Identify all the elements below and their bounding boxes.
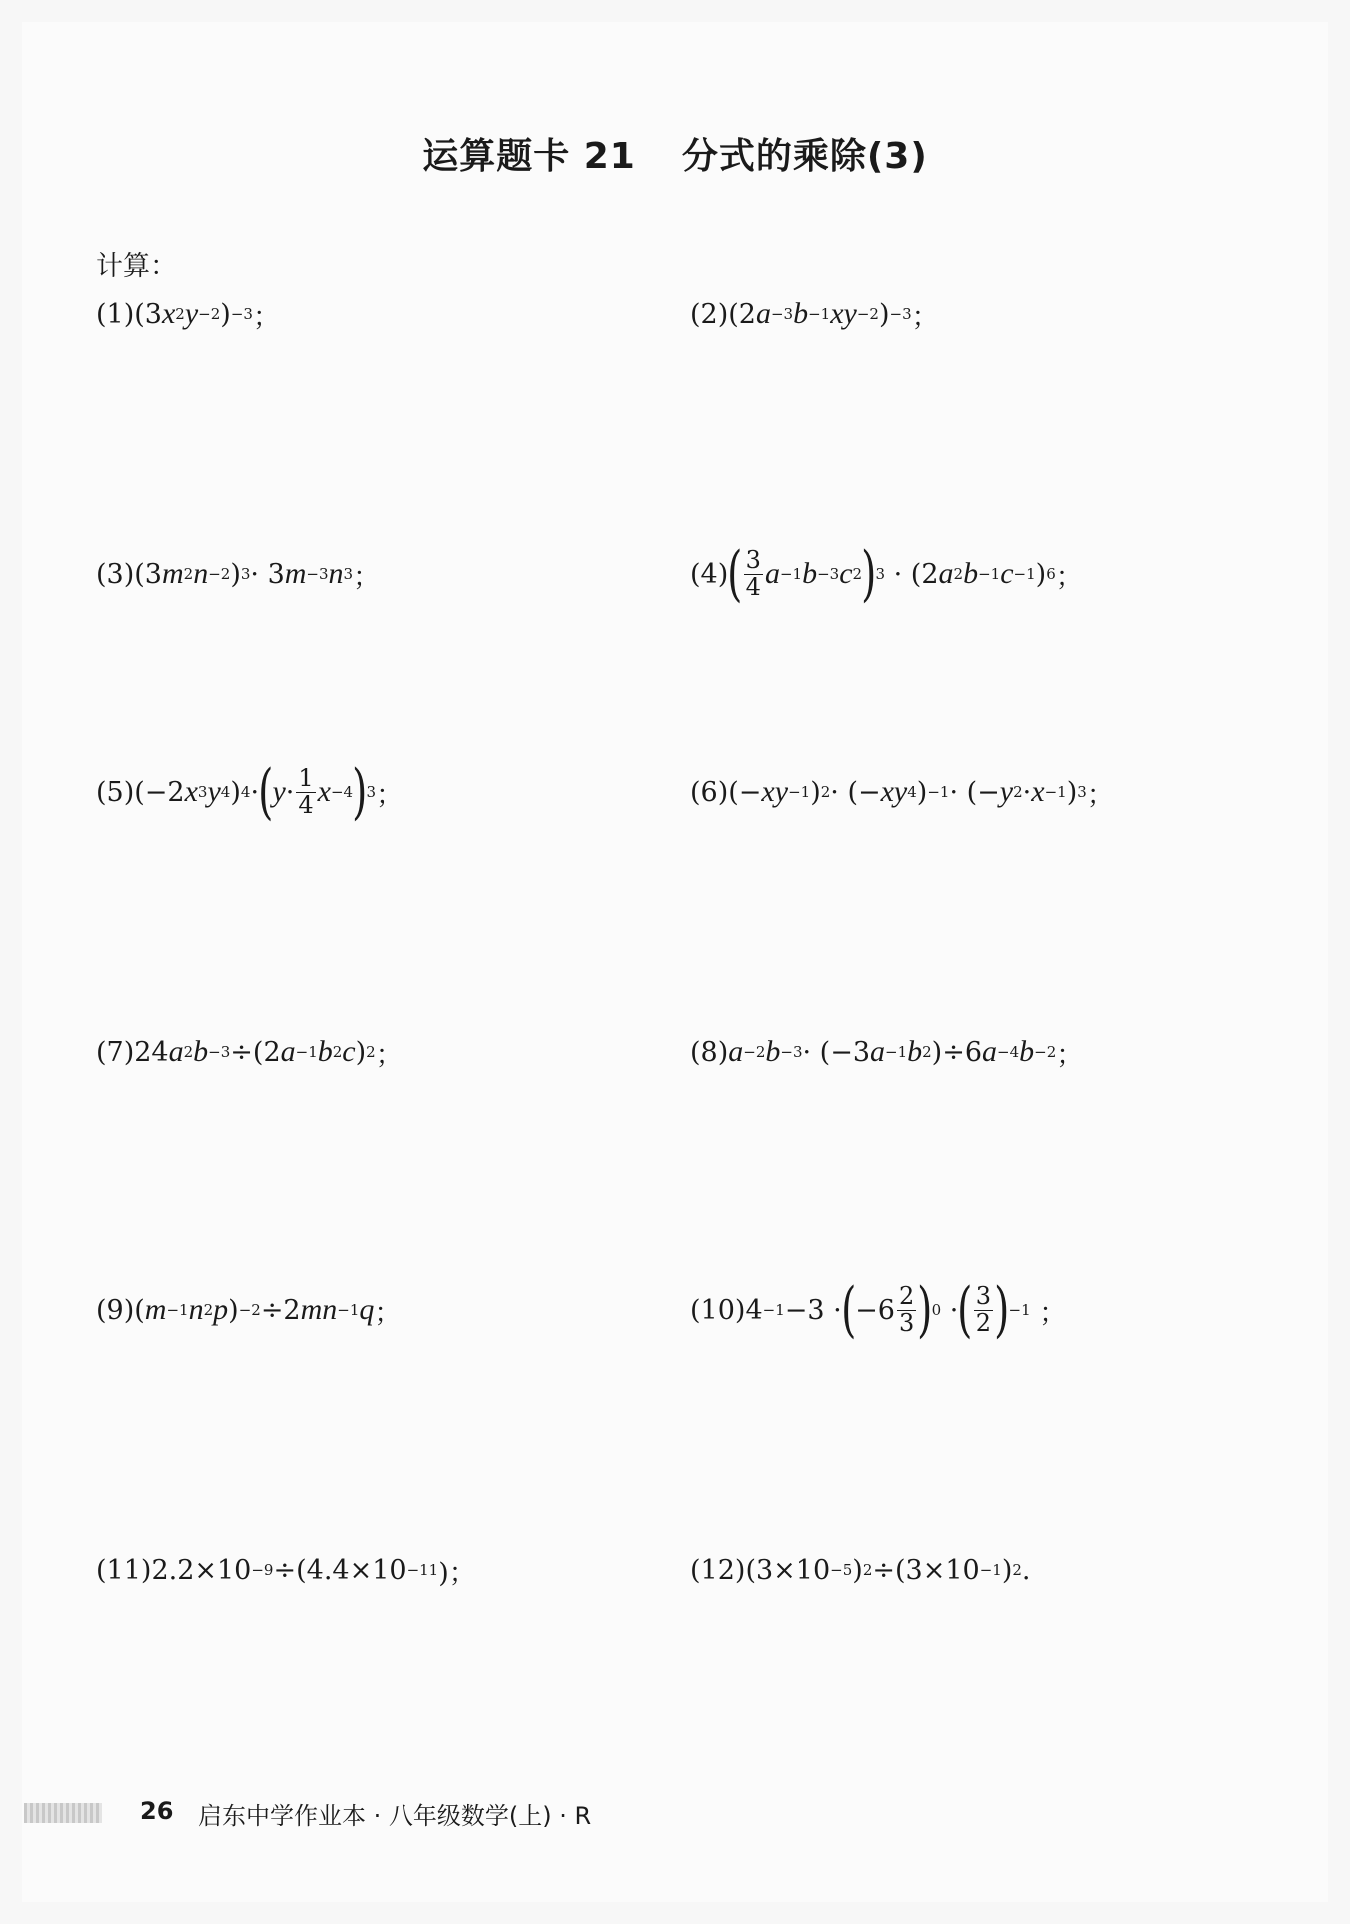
problem-1: (1) (3 x 2 y −2 ) −3 ； bbox=[96, 297, 280, 333]
instruction-text: 计算： bbox=[96, 251, 177, 282]
problem-6: (6) (− xy −1 ) 2 · (− xy 4 ) −1 · (− y 2 · x −1 ) 3 ； bbox=[690, 775, 1114, 811]
page-number: 26 bbox=[140, 1797, 174, 1825]
section-title: 分式的乘除(3) bbox=[681, 136, 928, 177]
problem-3: (3) (3 m 2 n −2 ) 3 · 3 m −3 n 3 ； bbox=[96, 557, 381, 593]
problem-10: (10) 4 −1 −3 · ( −6 $\frac{2}{3}$ ) 0 · ( $\frac{3}{2}$ ) −1 ； bbox=[690, 1275, 1067, 1345]
problem-2: (2) (2 a −3 b −1 xy −2 ) −3 ； bbox=[690, 297, 939, 333]
book-title: 启东中学作业本 · 八年级数学(上) · R bbox=[198, 1802, 592, 1830]
footer-decoration bbox=[24, 1803, 102, 1823]
problem-12: (12) (3×10 −5 ) 2 ÷(3×10 −1 ) 2 . bbox=[690, 1554, 1031, 1586]
problem-number: (1) bbox=[96, 298, 135, 330]
problem-number: (12) bbox=[690, 1554, 746, 1586]
problem-9: (9) ( m −1 n 2 p ) −2 ÷2 mn −1 q ； bbox=[96, 1293, 402, 1329]
page-footer bbox=[0, 1793, 1350, 1833]
problem-number: (7) bbox=[96, 1036, 135, 1068]
problem-number: (10) bbox=[690, 1294, 746, 1326]
problem-5: (5) (−2 x 3 y 4 ) 4 · ( y · $\frac{1}{4}$ x −4 ) 3 ； bbox=[96, 757, 404, 827]
problem-number: (9) bbox=[96, 1294, 135, 1326]
problem-number: (8) bbox=[690, 1036, 729, 1068]
problem-number: (4) bbox=[690, 558, 729, 590]
problem-number: (2) bbox=[690, 298, 729, 330]
page-title bbox=[0, 128, 1350, 179]
problem-number: (5) bbox=[96, 776, 135, 808]
problem-7: (7) 24 a 2 b −3 ÷(2 a −1 b 2 c ) 2 ； bbox=[96, 1035, 403, 1071]
problem-number: (6) bbox=[690, 776, 729, 808]
card-number: 运算题卡 21 bbox=[422, 136, 636, 177]
problem-4: (4) ( $\frac{3}{4}$ a −1 b −3 c 2 ) 3 · (2 a 2 b −1 c −1 ) 6 ； bbox=[690, 539, 1083, 609]
problem-8: (8) a −2 b −3 · (−3 a −1 b 2 )÷6 a −4 b −2 ； bbox=[690, 1035, 1084, 1071]
problem-11: (11) 2.2×10 −9 ÷(4.4×10 −11 )； bbox=[96, 1554, 476, 1589]
problem-number: (11) bbox=[96, 1554, 152, 1586]
problem-number: (3) bbox=[96, 558, 135, 590]
